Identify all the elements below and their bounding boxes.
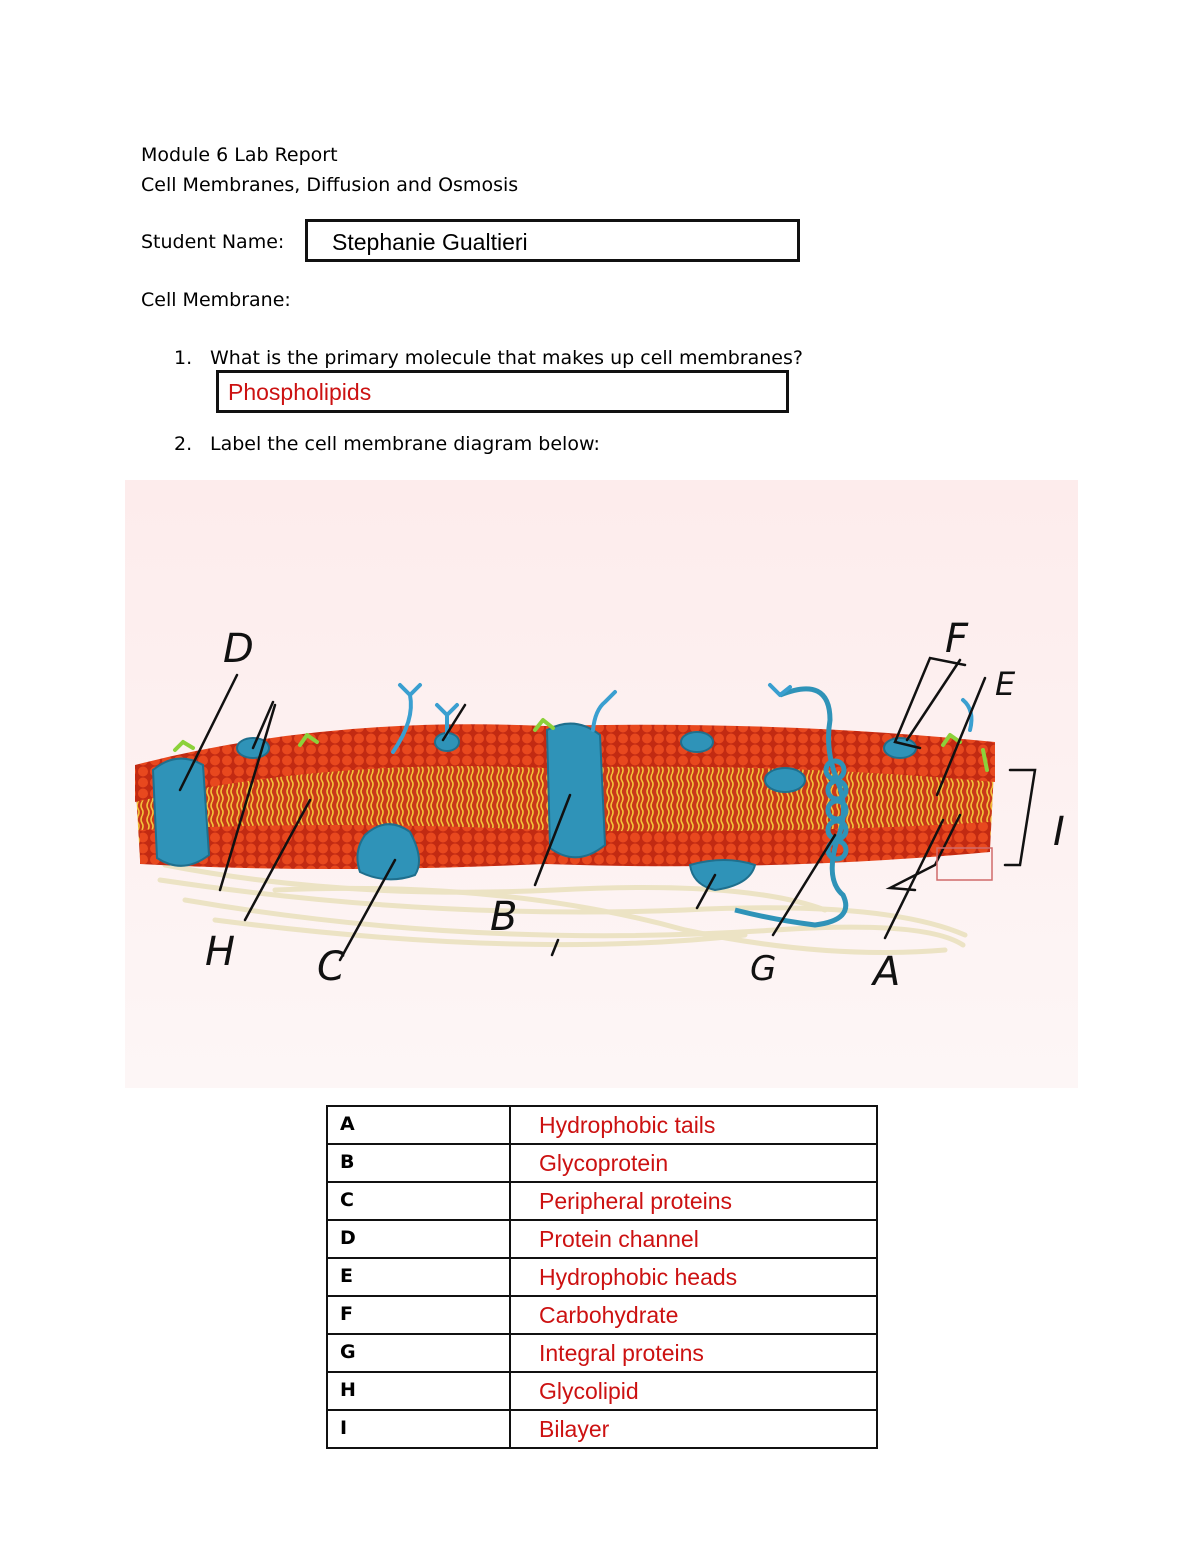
student-name-field[interactable] — [305, 219, 800, 262]
table-row — [327, 1258, 877, 1296]
row-key: I — [327, 1410, 510, 1448]
table-row — [327, 1220, 877, 1258]
row-value[interactable]: Carbohydrate — [510, 1296, 877, 1334]
table-row — [327, 1334, 877, 1372]
row-value[interactable]: Hydrophobic heads — [510, 1258, 877, 1296]
cell-membrane-diagram — [125, 480, 1078, 1088]
table-row — [327, 1372, 877, 1410]
row-key: D — [327, 1220, 510, 1258]
letter-f: F — [945, 616, 969, 662]
row-value[interactable]: Glycoprotein — [510, 1144, 877, 1182]
row-value[interactable]: Hydrophobic tails — [510, 1106, 877, 1144]
row-key: E — [327, 1258, 510, 1296]
section-heading: Cell Membrane: — [141, 289, 291, 311]
letter-b: B — [490, 894, 518, 940]
student-name-label: Student Name: — [141, 231, 285, 253]
table-row — [327, 1182, 877, 1220]
row-key: F — [327, 1296, 510, 1334]
row-key: A — [327, 1106, 510, 1144]
question-1-answer-field[interactable] — [216, 370, 789, 413]
table-row — [327, 1144, 877, 1182]
question-1-text: What is the primary molecule that makes up cell membranes? — [210, 347, 803, 369]
table-row — [327, 1296, 877, 1334]
row-value[interactable]: Peripheral proteins — [510, 1182, 877, 1220]
row-value[interactable]: Glycolipid — [510, 1372, 877, 1410]
question-2-number: 2. — [174, 433, 193, 455]
student-name-value: Stephanie Gualtieri — [332, 229, 528, 255]
letter-i: I — [1053, 809, 1065, 855]
labels-table — [326, 1105, 878, 1449]
row-key: G — [327, 1334, 510, 1372]
row-key: B — [327, 1144, 510, 1182]
question-1-number: 1. — [174, 347, 193, 369]
row-key: C — [327, 1182, 510, 1220]
row-value[interactable]: Protein channel — [510, 1220, 877, 1258]
row-value[interactable]: Bilayer — [510, 1410, 877, 1448]
row-key: H — [327, 1372, 510, 1410]
letter-c: C — [317, 944, 345, 990]
letter-g: G — [750, 949, 777, 989]
letter-a: A — [873, 949, 901, 995]
question-1-answer: Phospholipids — [228, 379, 372, 405]
table-row — [327, 1106, 877, 1144]
report-subtitle: Cell Membranes, Diffusion and Osmosis — [141, 174, 519, 196]
row-value[interactable]: Integral proteins — [510, 1334, 877, 1372]
report-title: Module 6 Lab Report — [141, 144, 338, 166]
letter-e: E — [995, 665, 1016, 703]
question-2-text: Label the cell membrane diagram below: — [210, 433, 600, 455]
letter-h: H — [205, 929, 236, 975]
table-row — [327, 1410, 877, 1448]
letter-d: D — [223, 626, 254, 672]
